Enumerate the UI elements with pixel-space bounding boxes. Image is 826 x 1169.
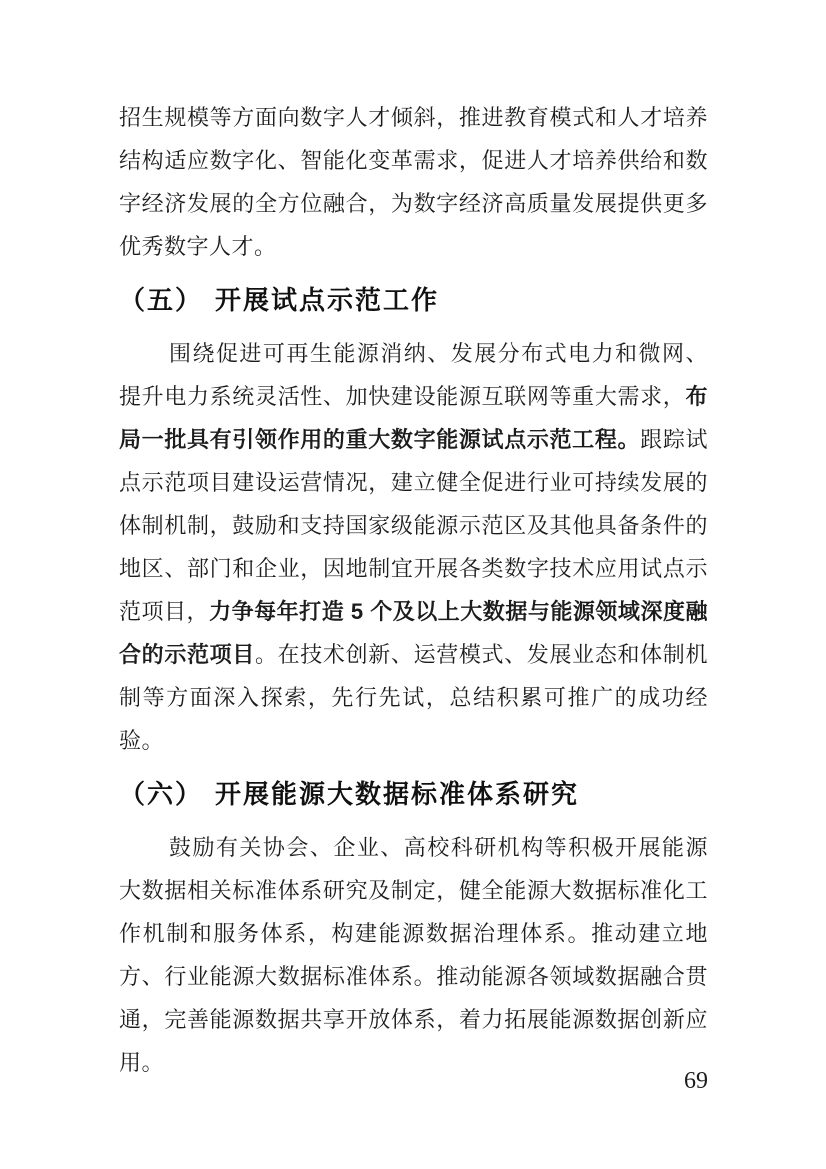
paragraph-data-standards — [119, 826, 708, 1084]
paragraph-text: 。在技术创新、运营模式、发展业态和体制机制等方面深入探索，先行先试，总结积累可推广的成功经验。 — [119, 642, 708, 753]
section-number: （五） — [119, 285, 204, 315]
paragraph-text: 跟踪试点示范项目建设运营情况，建立健全促进行业可持续发展的体制机制，鼓励和支持国家级能源示范区及其他具备条件的地区、部门和企业，因地制宜开展各类数字技术应用试点示范项目， — [119, 427, 708, 624]
section-title: 开展试点示范工作 — [215, 285, 440, 315]
section-heading-5 — [119, 279, 708, 322]
paragraph-pilot-demonstration — [119, 332, 708, 762]
section-number: （六） — [119, 779, 204, 809]
document-body — [119, 96, 708, 1084]
paragraph-text-bold: 布局一批具有引领作用的重大数字能源试点示范工程。 — [119, 384, 708, 452]
paragraph-text-bold: 力争每年打造 5 个及以上大数据与能源领域深度融合的示范项目 — [119, 599, 708, 667]
paragraph-text: 围绕促进可再生能源消纳、发展分布式电力和微网、提升电力系统灵活性、加快建设能源互联网等重大需求， — [119, 341, 708, 409]
section-title: 开展能源大数据标准体系研究 — [215, 779, 580, 809]
paragraph-talent-continuation — [119, 96, 708, 268]
paragraph-text: 鼓励有关协会、企业、高校科研机构等积极开展能源大数据相关标准体系研究及制定，健全能源大数据标准化工作机制和服务体系，构建能源数据治理体系。推动建立地方、行业能源大数据标准体系。推动能源各领域数据融合贯通，完善能源数据共享开放体系，着力拓展能源数据创新应用。 — [119, 835, 708, 1075]
paragraph-text: 招生规模等方面向数字人才倾斜，推进教育模式和人才培养结构适应数字化、智能化变革需求，促进人才培养供给和数字经济发展的全方位融合，为数字经济高质量发展提供更多优秀数字人才。 — [119, 105, 708, 259]
section-heading-6 — [119, 773, 708, 816]
page-number: 69 — [684, 1068, 708, 1094]
